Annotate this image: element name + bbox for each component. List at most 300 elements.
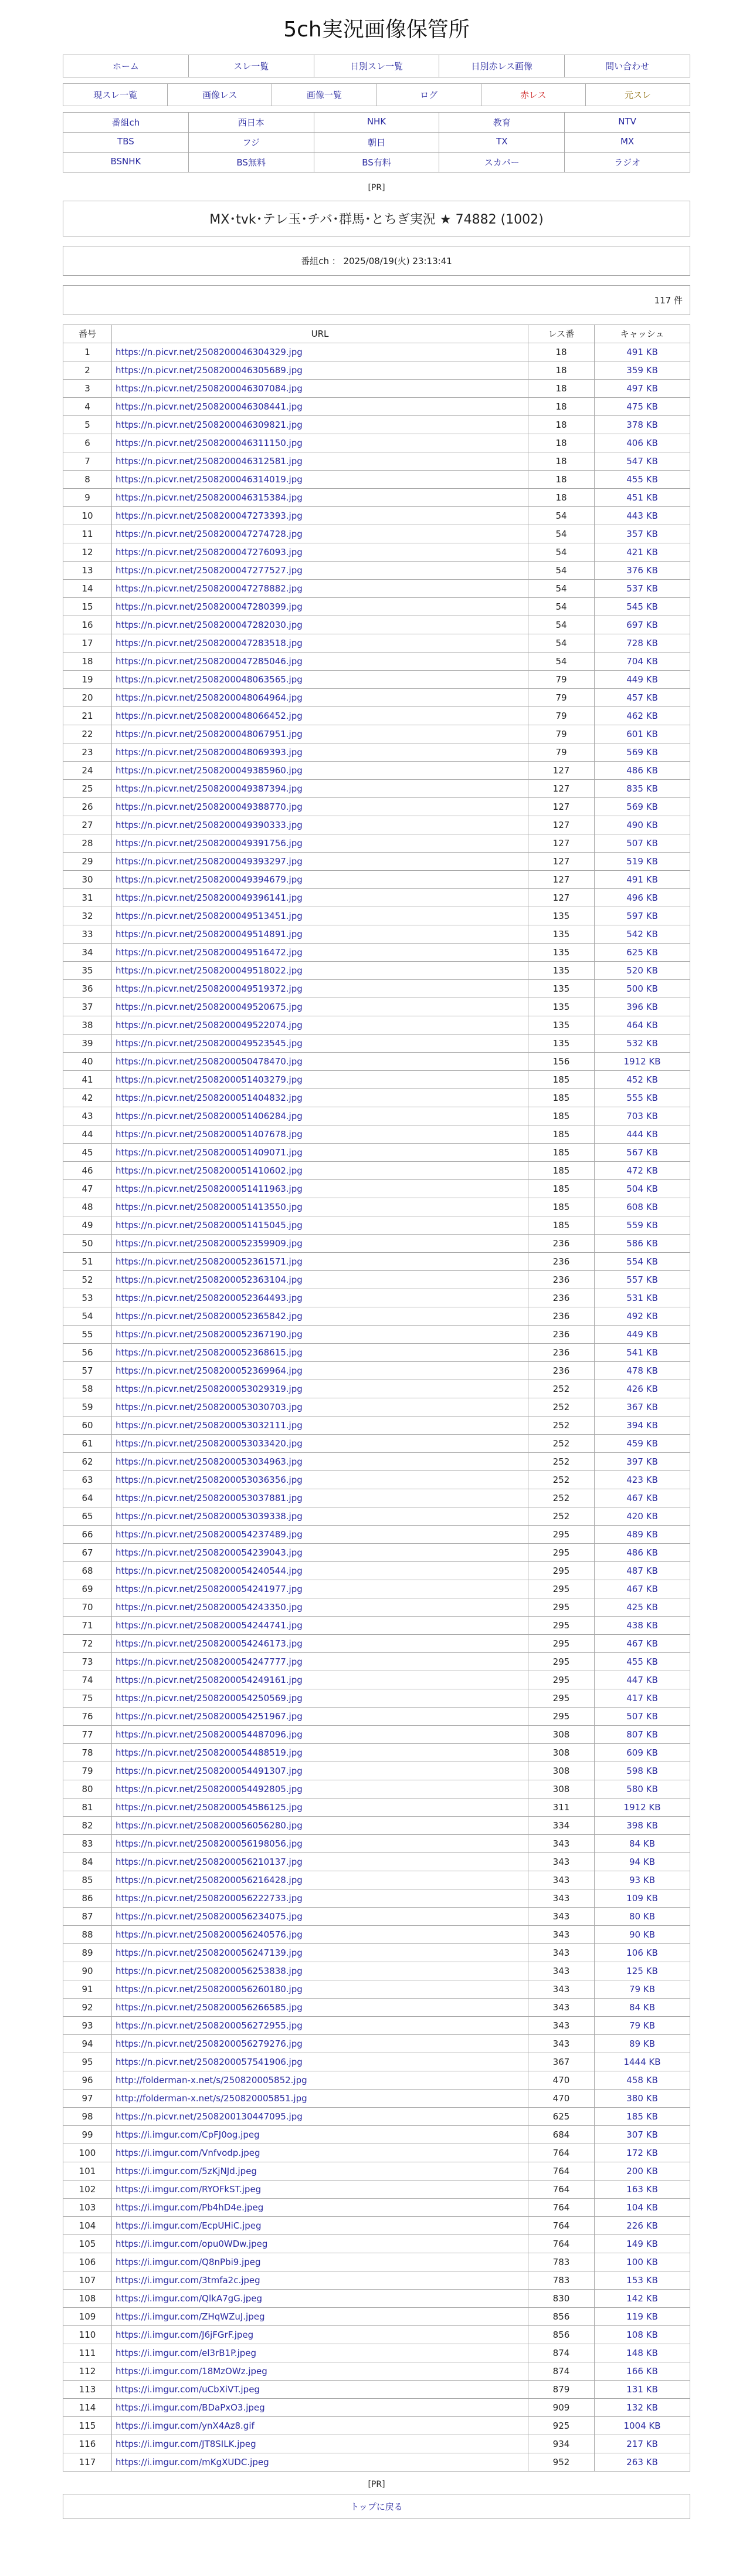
row-cache-size[interactable]: 504 KB (595, 1180, 690, 1198)
image-url-link[interactable]: https://n.picvr.net/2508200047274728.jpg (116, 529, 303, 539)
table-row (63, 925, 690, 944)
image-url-link[interactable]: https://n.picvr.net/2508200049520675.jpg (116, 1002, 303, 1012)
row-number: 94 (63, 2035, 112, 2053)
row-cache-size[interactable]: 475 KB (595, 398, 690, 416)
row-cache-size[interactable]: 451 KB (595, 489, 690, 507)
row-cache-size[interactable]: 478 KB (595, 1362, 690, 1380)
row-cache-size[interactable]: 609 KB (595, 1744, 690, 1762)
row-cache-size[interactable]: 545 KB (595, 598, 690, 616)
row-cache-size[interactable]: 507 KB (595, 834, 690, 853)
row-url-cell (112, 1326, 528, 1344)
row-url-cell (112, 1526, 528, 1544)
image-url-link[interactable]: http://folderman-x.net/s/250820005852.jpg (116, 2075, 307, 2085)
row-cache-size[interactable]: 728 KB (595, 634, 690, 653)
row-cache-size[interactable]: 397 KB (595, 1453, 690, 1471)
image-url-link[interactable]: https://i.imgur.com/J6jFGrF.jpeg (116, 2330, 254, 2340)
image-url-link[interactable]: https://n.picvr.net/2508200054488519.jpg (116, 1747, 303, 1758)
row-cache-size[interactable]: 423 KB (595, 1471, 690, 1489)
image-url-link[interactable]: https://n.picvr.net/2508200056240576.jpg (116, 1929, 303, 1940)
row-cache-size[interactable]: 200 KB (595, 2162, 690, 2181)
image-url-link[interactable]: https://n.picvr.net/2508200052364493.jpg (116, 1293, 303, 1303)
table-row (63, 2090, 690, 2108)
row-number: 97 (63, 2090, 112, 2108)
image-url-link[interactable]: https://n.picvr.net/2508200056279276.jpg (116, 2039, 303, 2049)
image-url-link[interactable]: https://i.imgur.com/CpFJ0og.jpeg (116, 2129, 260, 2140)
image-url-link[interactable]: https://n.picvr.net/2508200048066452.jpg (116, 711, 303, 721)
row-cache-size[interactable]: 367 KB (595, 1398, 690, 1417)
table-row (63, 2417, 690, 2435)
row-cache-size[interactable]: 80 KB (595, 1908, 690, 1926)
row-url-cell (112, 2199, 528, 2217)
image-url-link[interactable]: https://n.picvr.net/2508200052363104.jpg (116, 1275, 303, 1285)
board-link-4[interactable]: 教育 (439, 113, 565, 133)
row-url-cell (112, 1671, 528, 1689)
image-url-link[interactable]: https://n.picvr.net/2508200054247777.jpg (116, 1657, 303, 1667)
image-url-link[interactable]: https://n.picvr.net/2508200046312581.jpg (116, 456, 303, 466)
board-link-2[interactable]: 西日本 (189, 113, 314, 133)
row-res-number: 127 (528, 853, 595, 871)
row-number: 11 (63, 525, 112, 543)
image-url-link[interactable]: https://n.picvr.net/2508200046311150.jpg (116, 438, 303, 448)
image-url-link[interactable]: https://n.picvr.net/2508200056272955.jpg (116, 2020, 303, 2031)
row-cache-size[interactable]: 559 KB (595, 1216, 690, 1235)
image-url-link[interactable]: https://i.imgur.com/uCbXiVT.jpeg (116, 2384, 260, 2395)
row-cache-size[interactable]: 500 KB (595, 980, 690, 998)
image-url-link[interactable]: https://n.picvr.net/2508200052368615.jpg (116, 1347, 303, 1358)
row-cache-size[interactable]: 125 KB (595, 1962, 690, 1980)
row-cache-size[interactable]: 486 KB (595, 1544, 690, 1562)
row-cache-size[interactable]: 420 KB (595, 1507, 690, 1526)
row-url-cell (112, 1799, 528, 1817)
row-cache-size[interactable]: 520 KB (595, 962, 690, 980)
image-url-link[interactable]: https://n.picvr.net/2508200046307084.jpg (116, 383, 303, 394)
row-url-cell (112, 343, 528, 361)
image-url-link[interactable]: https://n.picvr.net/2508200056260180.jpg (116, 1984, 303, 1994)
row-cache-size[interactable]: 489 KB (595, 1526, 690, 1544)
row-cache-size[interactable]: 163 KB (595, 2181, 690, 2199)
image-url-link[interactable]: https://n.picvr.net/2508200054250569.jpg (116, 1693, 303, 1703)
image-url-link[interactable]: https://n.picvr.net/2508200046309821.jpg (116, 420, 303, 430)
image-url-link[interactable]: https://i.imgur.com/3tmfa2c.jpeg (116, 2275, 260, 2286)
row-url-cell (112, 1598, 528, 1617)
image-url-link[interactable]: https://n.picvr.net/2508200130447095.jpg (116, 2111, 303, 2122)
row-cache-size[interactable]: 1444 KB (595, 2053, 690, 2071)
row-cache-size[interactable]: 557 KB (595, 1271, 690, 1289)
image-url-link[interactable]: https://i.imgur.com/5zKjNJd.jpeg (116, 2166, 257, 2176)
row-cache-size[interactable]: 378 KB (595, 416, 690, 434)
image-url-link[interactable]: https://n.picvr.net/2508200049519372.jpg (116, 983, 303, 994)
board-link-11[interactable]: BSNHK (63, 153, 189, 173)
row-cache-size[interactable]: 486 KB (595, 762, 690, 780)
row-cache-size[interactable]: 444 KB (595, 1125, 690, 1144)
row-res-number: 764 (528, 2199, 595, 2217)
row-cache-size[interactable]: 531 KB (595, 1289, 690, 1307)
row-cache-size[interactable]: 704 KB (595, 653, 690, 671)
image-url-link[interactable]: https://n.picvr.net/2508200049514891.jpg (116, 929, 303, 939)
row-url-cell (112, 1962, 528, 1980)
thread-nav-item-3[interactable]: 画像一覧 (272, 84, 376, 106)
row-cache-size[interactable]: 597 KB (595, 907, 690, 925)
image-url-link[interactable]: http://folderman-x.net/s/250820005851.jpg (116, 2093, 307, 2104)
image-url-link[interactable]: https://i.imgur.com/el3rB1P.jpeg (116, 2348, 257, 2358)
row-cache-size[interactable]: 131 KB (595, 2381, 690, 2399)
image-url-link[interactable]: https://n.picvr.net/2508200049388770.jpg (116, 802, 303, 812)
row-cache-size[interactable]: 166 KB (595, 2362, 690, 2381)
image-url-link[interactable]: https://n.picvr.net/2508200054492805.jpg (116, 1784, 303, 1794)
row-cache-size[interactable]: 455 KB (595, 1653, 690, 1671)
board-link-1[interactable]: 番組ch (63, 113, 189, 133)
image-url-link[interactable]: https://n.picvr.net/2508200051407678.jpg (116, 1129, 303, 1140)
image-url-link[interactable]: https://n.picvr.net/2508200048064964.jpg (116, 692, 303, 703)
row-url-cell (112, 1853, 528, 1871)
image-url-link[interactable]: https://n.picvr.net/2508200049513451.jpg (116, 911, 303, 921)
image-url-link[interactable]: https://n.picvr.net/2508200056216428.jpg (116, 1875, 303, 1885)
row-cache-size[interactable]: 497 KB (595, 380, 690, 398)
image-url-link[interactable]: https://n.picvr.net/2508200056222733.jpg (116, 1893, 303, 1904)
row-number: 101 (63, 2162, 112, 2181)
row-cache-size[interactable]: 547 KB (595, 452, 690, 471)
row-cache-size[interactable]: 104 KB (595, 2199, 690, 2217)
board-link-12[interactable]: BS無料 (189, 153, 314, 173)
image-url-link[interactable]: https://n.picvr.net/2508200056056280.jpg (116, 1820, 303, 1831)
row-cache-size[interactable]: 132 KB (595, 2399, 690, 2417)
row-cache-size[interactable]: 492 KB (595, 1307, 690, 1326)
nav-item-3[interactable]: 日別スレ一覧 (314, 55, 440, 77)
image-url-link[interactable]: https://n.picvr.net/2508200053033420.jpg (116, 1438, 303, 1449)
row-cache-size[interactable]: 542 KB (595, 925, 690, 944)
row-cache-size[interactable]: 457 KB (595, 689, 690, 707)
image-url-link[interactable]: https://n.picvr.net/2508200049516472.jpg (116, 947, 303, 958)
row-cache-size[interactable]: 519 KB (595, 853, 690, 871)
image-url-link[interactable]: https://n.picvr.net/2508200054237489.jpg (116, 1529, 303, 1540)
row-url-cell (112, 471, 528, 489)
row-url-cell (112, 743, 528, 762)
board-link-7[interactable]: フジ (189, 133, 314, 153)
row-cache-size[interactable]: 394 KB (595, 1417, 690, 1435)
row-cache-size[interactable]: 449 KB (595, 1326, 690, 1344)
thread-nav-item-5[interactable]: 赤レス (481, 84, 586, 106)
row-cache-size[interactable]: 537 KB (595, 580, 690, 598)
row-cache-size[interactable]: 554 KB (595, 1253, 690, 1271)
row-cache-size[interactable]: 580 KB (595, 1780, 690, 1799)
row-cache-size[interactable]: 149 KB (595, 2235, 690, 2253)
row-cache-size[interactable]: 142 KB (595, 2290, 690, 2308)
image-url-link[interactable]: https://i.imgur.com/Pb4hD4e.jpeg (116, 2202, 264, 2213)
row-number: 20 (63, 689, 112, 707)
image-url-link[interactable]: https://n.picvr.net/2508200047285046.jpg (116, 656, 303, 667)
row-cache-size[interactable]: 459 KB (595, 1435, 690, 1453)
row-cache-size[interactable]: 452 KB (595, 1071, 690, 1089)
image-url-link[interactable]: https://n.picvr.net/2508200052369964.jpg (116, 1365, 303, 1376)
site-title[interactable]: 5ch実況画像保管所 (283, 18, 470, 42)
image-url-link[interactable]: https://n.picvr.net/2508200053029319.jpg (116, 1384, 303, 1394)
row-res-number: 909 (528, 2399, 595, 2417)
image-url-link[interactable]: https://n.picvr.net/2508200047278882.jpg (116, 583, 303, 594)
board-link-3[interactable]: NHK (314, 113, 440, 133)
image-url-link[interactable]: https://i.imgur.com/QlkA7gG.jpeg (116, 2293, 262, 2304)
row-cache-size[interactable]: 89 KB (595, 2035, 690, 2053)
image-url-link[interactable]: https://n.picvr.net/2508200046305689.jpg (116, 365, 303, 376)
image-url-link[interactable]: https://n.picvr.net/2508200053036356.jpg (116, 1475, 303, 1485)
row-res-number: 54 (528, 507, 595, 525)
row-cache-size[interactable]: 396 KB (595, 998, 690, 1016)
row-cache-size[interactable]: 84 KB (595, 1999, 690, 2017)
row-cache-size[interactable]: 426 KB (595, 1380, 690, 1398)
row-cache-size[interactable]: 263 KB (595, 2453, 690, 2472)
row-cache-size[interactable]: 79 KB (595, 2017, 690, 2035)
image-url-link[interactable]: https://n.picvr.net/2508200051410602.jpg (116, 1165, 303, 1176)
row-cache-size[interactable]: 153 KB (595, 2271, 690, 2290)
image-url-link[interactable]: https://n.picvr.net/2508200048063565.jpg (116, 674, 303, 685)
image-url-link[interactable]: https://i.imgur.com/ZHqWZuJ.jpeg (116, 2311, 265, 2322)
nav-item-4[interactable]: 日別赤レス画像 (439, 55, 565, 77)
row-cache-size[interactable]: 1912 KB (595, 1799, 690, 1817)
image-url-link[interactable]: https://n.picvr.net/2508200052365842.jpg (116, 1311, 303, 1321)
image-url-link[interactable]: https://i.imgur.com/18MzOWz.jpeg (116, 2366, 267, 2376)
board-link-14[interactable]: スカパー (439, 153, 565, 173)
image-url-link[interactable]: https://n.picvr.net/2508200046315384.jpg (116, 492, 303, 503)
image-url-link[interactable]: https://n.picvr.net/2508200049390333.jpg (116, 820, 303, 830)
row-cache-size[interactable]: 438 KB (595, 1617, 690, 1635)
image-url-link[interactable]: https://n.picvr.net/2508200049394679.jpg (116, 874, 303, 885)
row-number: 104 (63, 2217, 112, 2235)
image-url-link[interactable]: https://n.picvr.net/2508200046314019.jpg (116, 474, 303, 485)
board-link-13[interactable]: BS有料 (314, 153, 440, 173)
nav-item-5[interactable]: 問い合わせ (565, 55, 690, 77)
row-cache-size[interactable]: 185 KB (595, 2108, 690, 2126)
image-url-link[interactable]: https://n.picvr.net/2508200048067951.jpg (116, 729, 303, 739)
board-link-9[interactable]: TX (439, 133, 565, 153)
row-cache-size[interactable]: 569 KB (595, 798, 690, 816)
back-to-top-link[interactable]: トップに戻る (350, 2501, 403, 2512)
row-cache-size[interactable]: 569 KB (595, 743, 690, 762)
image-url-link[interactable]: https://n.picvr.net/2508200054243350.jpg (116, 1602, 303, 1612)
image-url-link[interactable]: https://i.imgur.com/RYOFkST.jpeg (116, 2184, 262, 2195)
row-cache-size[interactable]: 109 KB (595, 1889, 690, 1908)
thread-nav-item-6[interactable]: 元スレ (586, 84, 690, 106)
image-url-link[interactable]: https://n.picvr.net/2508200057541906.jpg (116, 2057, 303, 2067)
row-cache-size[interactable]: 148 KB (595, 2344, 690, 2362)
image-url-link[interactable]: https://n.picvr.net/2508200051413550.jpg (116, 1202, 303, 1212)
image-url-link[interactable]: https://n.picvr.net/2508200049387394.jpg (116, 783, 303, 794)
image-url-link[interactable]: https://n.picvr.net/2508200049393297.jpg (116, 856, 303, 867)
row-cache-size[interactable]: 608 KB (595, 1198, 690, 1216)
image-url-link[interactable]: https://n.picvr.net/2508200047280399.jpg (116, 601, 303, 612)
image-url-link[interactable]: https://n.picvr.net/2508200054586125.jpg (116, 1802, 303, 1813)
row-cache-size[interactable]: 625 KB (595, 944, 690, 962)
image-url-link[interactable]: https://n.picvr.net/2508200054251967.jpg (116, 1711, 303, 1722)
image-url-link[interactable]: https://n.picvr.net/2508200056234075.jpg (116, 1911, 303, 1922)
image-url-link[interactable]: https://n.picvr.net/2508200047276093.jpg (116, 547, 303, 557)
image-url-link[interactable]: https://n.picvr.net/2508200052359909.jpg (116, 1238, 303, 1249)
row-number: 91 (63, 1980, 112, 1999)
row-number: 105 (63, 2235, 112, 2253)
image-url-link[interactable]: https://n.picvr.net/2508200047282030.jpg (116, 620, 303, 630)
image-url-link[interactable]: https://n.picvr.net/2508200053037881.jpg (116, 1493, 303, 1503)
row-cache-size[interactable]: 108 KB (595, 2326, 690, 2344)
row-res-number: 185 (528, 1162, 595, 1180)
row-cache-size[interactable]: 357 KB (595, 525, 690, 543)
board-link-8[interactable]: 朝日 (314, 133, 440, 153)
row-cache-size[interactable]: 449 KB (595, 671, 690, 689)
row-res-number: 783 (528, 2253, 595, 2271)
image-url-link[interactable]: https://n.picvr.net/2508200049523545.jpg (116, 1038, 303, 1049)
row-cache-size[interactable]: 376 KB (595, 562, 690, 580)
row-cache-size[interactable]: 421 KB (595, 543, 690, 562)
row-cache-size[interactable]: 443 KB (595, 507, 690, 525)
row-cache-size[interactable]: 217 KB (595, 2435, 690, 2453)
image-url-link[interactable]: https://i.imgur.com/Vnfvodp.jpeg (116, 2148, 260, 2158)
row-url-cell (112, 816, 528, 834)
row-cache-size[interactable]: 703 KB (595, 1107, 690, 1125)
image-url-link[interactable]: https://i.imgur.com/opu0WDw.jpeg (116, 2239, 268, 2249)
row-cache-size[interactable]: 1004 KB (595, 2417, 690, 2435)
image-url-link[interactable]: https://i.imgur.com/EcpUHiC.jpeg (116, 2220, 262, 2231)
row-cache-size[interactable]: 79 KB (595, 1980, 690, 1999)
row-cache-size[interactable]: 472 KB (595, 1162, 690, 1180)
row-cache-size[interactable]: 406 KB (595, 434, 690, 452)
image-url-link[interactable]: https://n.picvr.net/2508200053034963.jpg (116, 1456, 303, 1467)
image-url-link[interactable]: https://i.imgur.com/JT8SILK.jpeg (116, 2439, 256, 2449)
row-cache-size[interactable]: 467 KB (595, 1489, 690, 1507)
image-url-link[interactable]: https://n.picvr.net/2508200051411963.jpg (116, 1184, 303, 1194)
row-number: 27 (63, 816, 112, 834)
board-link-15[interactable]: ラジオ (565, 153, 690, 173)
row-cache-size[interactable]: 598 KB (595, 1762, 690, 1780)
image-url-link[interactable]: https://n.picvr.net/2508200052361571.jpg (116, 1256, 303, 1267)
image-url-link[interactable]: https://i.imgur.com/BDaPxO3.jpeg (116, 2402, 265, 2413)
image-url-link[interactable]: https://n.picvr.net/2508200054491307.jpg (116, 1766, 303, 1776)
image-url-link[interactable]: https://n.picvr.net/2508200054244741.jpg (116, 1620, 303, 1631)
thread-nav-item-4[interactable]: ログ (377, 84, 481, 106)
image-url-link[interactable]: https://n.picvr.net/2508200049396141.jpg (116, 893, 303, 903)
image-url-link[interactable]: https://n.picvr.net/2508200054241977.jpg (116, 1584, 303, 1594)
image-url-link[interactable]: https://n.picvr.net/2508200051403279.jpg (116, 1074, 303, 1085)
image-url-link[interactable]: https://n.picvr.net/2508200056198056.jpg (116, 1838, 303, 1849)
thread-nav-item-2[interactable]: 画像レス (168, 84, 272, 106)
image-url-link[interactable]: https://n.picvr.net/2508200049385960.jpg (116, 765, 303, 776)
image-url-link[interactable]: https://n.picvr.net/2508200054246173.jpg (116, 1638, 303, 1649)
row-cache-size[interactable]: 835 KB (595, 780, 690, 798)
row-cache-size[interactable]: 807 KB (595, 1726, 690, 1744)
row-cache-size[interactable]: 119 KB (595, 2308, 690, 2326)
image-url-link[interactable]: https://n.picvr.net/2508200049391756.jpg (116, 838, 303, 848)
row-cache-size[interactable]: 172 KB (595, 2144, 690, 2162)
row-number: 22 (63, 725, 112, 743)
thread-nav-item-1[interactable]: 現スレ一覧 (63, 84, 168, 106)
row-cache-size[interactable]: 94 KB (595, 1853, 690, 1871)
image-url-link[interactable]: https://n.picvr.net/2508200054487096.jpg (116, 1729, 303, 1740)
image-url-link[interactable]: https://n.picvr.net/2508200056253838.jpg (116, 1966, 303, 1976)
row-cache-size[interactable]: 458 KB (595, 2071, 690, 2090)
row-cache-size[interactable]: 555 KB (595, 1089, 690, 1107)
image-url-link[interactable]: https://n.picvr.net/2508200046304329.jpg (116, 347, 303, 357)
image-url-link[interactable]: https://n.picvr.net/2508200049518022.jpg (116, 965, 303, 976)
row-cache-size[interactable]: 697 KB (595, 616, 690, 634)
image-url-link[interactable]: https://n.picvr.net/2508200048069393.jpg (116, 747, 303, 758)
board-link-5[interactable]: NTV (565, 113, 690, 133)
row-cache-size[interactable]: 567 KB (595, 1144, 690, 1162)
board-link-6[interactable]: TBS (63, 133, 189, 153)
row-cache-size[interactable]: 90 KB (595, 1926, 690, 1944)
image-url-link[interactable]: https://n.picvr.net/2508200052367190.jpg (116, 1329, 303, 1340)
row-cache-size[interactable]: 507 KB (595, 1708, 690, 1726)
row-cache-size[interactable]: 455 KB (595, 471, 690, 489)
row-cache-size[interactable]: 467 KB (595, 1635, 690, 1653)
row-cache-size[interactable]: 601 KB (595, 725, 690, 743)
row-cache-size[interactable]: 84 KB (595, 1835, 690, 1853)
image-url-link[interactable]: https://n.picvr.net/2508200051415045.jpg (116, 1220, 303, 1230)
row-cache-size[interactable]: 491 KB (595, 871, 690, 889)
row-cache-size[interactable]: 464 KB (595, 1016, 690, 1035)
row-cache-size[interactable]: 490 KB (595, 816, 690, 834)
image-url-link[interactable]: https://n.picvr.net/2508200047273393.jpg (116, 511, 303, 521)
row-cache-size[interactable]: 425 KB (595, 1598, 690, 1617)
image-url-link[interactable]: https://n.picvr.net/2508200047283518.jpg (116, 638, 303, 648)
row-cache-size[interactable]: 106 KB (595, 1944, 690, 1962)
row-cache-size[interactable]: 359 KB (595, 361, 690, 380)
table-row (63, 1307, 690, 1326)
row-cache-size[interactable]: 447 KB (595, 1671, 690, 1689)
image-url-link[interactable]: https://n.picvr.net/2508200049522074.jpg (116, 1020, 303, 1030)
row-cache-size[interactable]: 487 KB (595, 1562, 690, 1580)
image-url-link[interactable]: https://i.imgur.com/Q8nPbi9.jpeg (116, 2257, 261, 2267)
image-url-link[interactable]: https://n.picvr.net/2508200047277527.jpg (116, 565, 303, 576)
row-number: 92 (63, 1999, 112, 2017)
row-url-cell (112, 525, 528, 543)
image-url-link[interactable]: https://n.picvr.net/2508200054239043.jpg (116, 1547, 303, 1558)
row-cache-size[interactable]: 226 KB (595, 2217, 690, 2235)
image-url-link[interactable]: https://i.imgur.com/mKgXUDC.jpeg (116, 2457, 269, 2467)
image-url-link[interactable]: https://n.picvr.net/2508200054249161.jpg (116, 1675, 303, 1685)
image-url-link[interactable]: https://n.picvr.net/2508200051406284.jpg (116, 1111, 303, 1121)
nav-item-2[interactable]: スレ一覧 (189, 55, 314, 77)
row-cache-size[interactable]: 1912 KB (595, 1053, 690, 1071)
row-cache-size[interactable]: 93 KB (595, 1871, 690, 1889)
row-number: 87 (63, 1908, 112, 1926)
board-link-10[interactable]: MX (565, 133, 690, 153)
row-cache-size[interactable]: 541 KB (595, 1344, 690, 1362)
image-url-link[interactable]: https://n.picvr.net/2508200051404832.jpg (116, 1093, 303, 1103)
nav-item-1[interactable]: ホーム (63, 55, 189, 77)
row-cache-size[interactable]: 307 KB (595, 2126, 690, 2144)
row-cache-size[interactable]: 496 KB (595, 889, 690, 907)
image-url-link[interactable]: https://i.imgur.com/ynX4Az8.gif (116, 2421, 255, 2431)
table-row (63, 2453, 690, 2472)
row-cache-size[interactable]: 100 KB (595, 2253, 690, 2271)
row-cache-size[interactable]: 532 KB (595, 1035, 690, 1053)
image-url-link[interactable]: https://n.picvr.net/2508200046308441.jpg (116, 401, 303, 412)
image-url-link[interactable]: https://n.picvr.net/2508200053032111.jpg (116, 1420, 303, 1431)
image-url-link[interactable]: https://n.picvr.net/2508200056247139.jpg (116, 1948, 303, 1958)
row-cache-size[interactable]: 586 KB (595, 1235, 690, 1253)
row-res-number: 79 (528, 743, 595, 762)
row-cache-size[interactable]: 467 KB (595, 1580, 690, 1598)
row-cache-size[interactable]: 417 KB (595, 1689, 690, 1708)
row-number: 16 (63, 616, 112, 634)
row-cache-size[interactable]: 462 KB (595, 707, 690, 725)
image-url-link[interactable]: https://n.picvr.net/2508200056210137.jpg (116, 1857, 303, 1867)
image-url-link[interactable]: https://n.picvr.net/2508200053030703.jpg (116, 1402, 303, 1412)
image-url-link[interactable]: https://n.picvr.net/2508200056266585.jpg (116, 2002, 303, 2013)
image-url-link[interactable]: https://n.picvr.net/2508200050478470.jpg (116, 1056, 303, 1067)
row-cache-size[interactable]: 380 KB (595, 2090, 690, 2108)
image-url-link[interactable]: https://n.picvr.net/2508200054240544.jpg (116, 1566, 303, 1576)
row-cache-size[interactable]: 398 KB (595, 1817, 690, 1835)
image-url-link[interactable]: https://n.picvr.net/2508200051409071.jpg (116, 1147, 303, 1158)
row-cache-size[interactable]: 491 KB (595, 343, 690, 361)
image-url-link[interactable]: https://n.picvr.net/2508200053039338.jpg (116, 1511, 303, 1522)
